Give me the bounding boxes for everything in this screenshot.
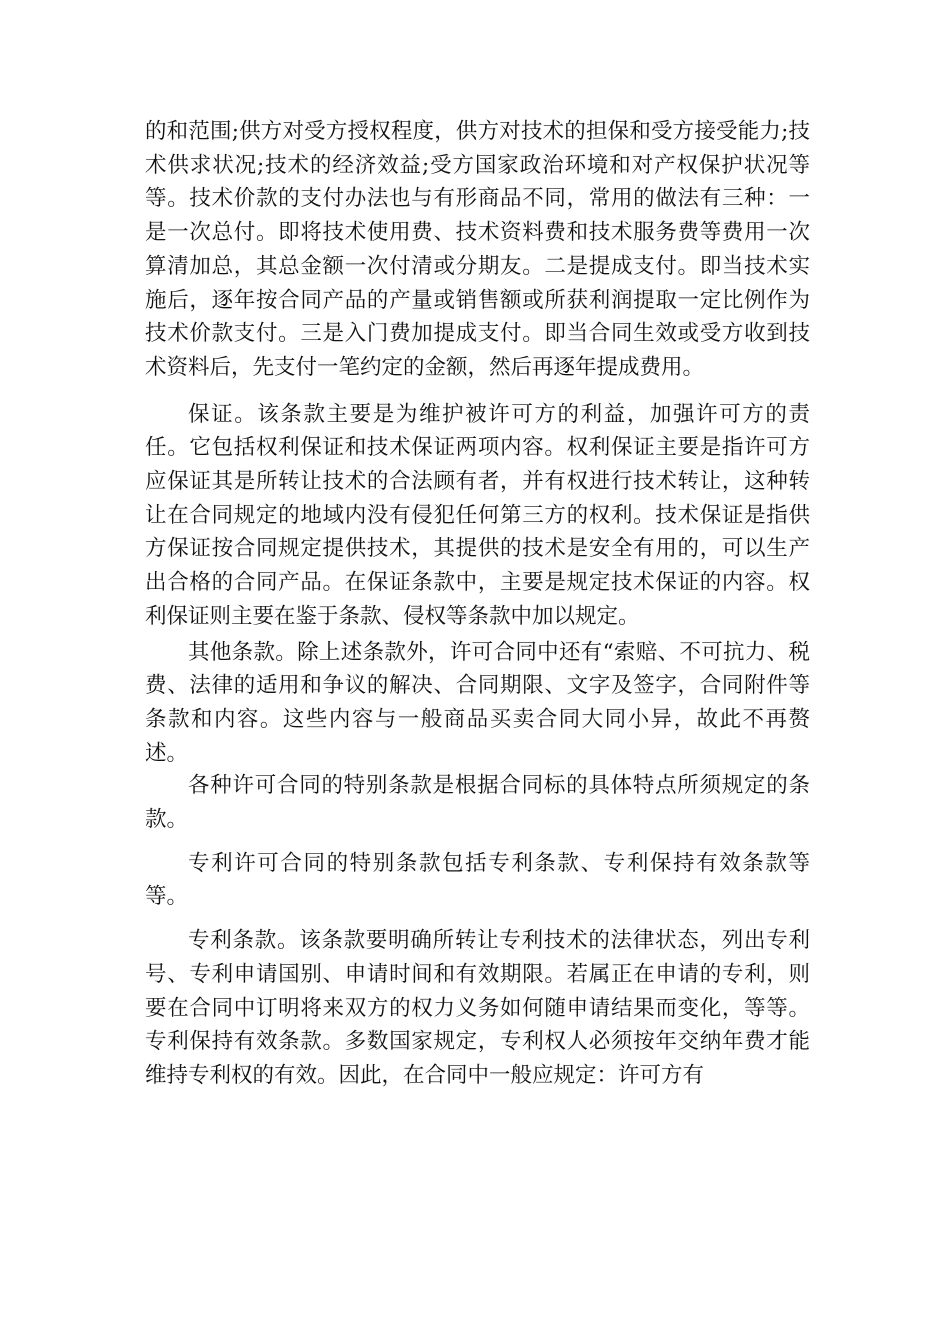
paragraph-special-clauses: 各种许可合同的特别条款是根据合同标的具体特点所须规定的条款。 [145,773,810,833]
document-body [145,115,810,1093]
paragraph-payment-methods: 的和范围;供方对受方授权程度，供方对技术的担保和受方接受能力;技术供求状况;技术的经济效益;受方国家政治环境和对产权保护状况等等。技术价款的支付办法也与有形商品不同，常用的做法有三种：一是一次总付。即将技术使用费、技术资料费和技术服务费等费用一次算清加总，其总金额一次付清或分期友。二是提成支付。即当技术实施后，逐年按合同产品的产量或销售额或所获利润提取一定比例作为技术价款支付。三是入门费加提成支付。即当合同生效或受方收到技术资料后，先支付一笔约定的金额，然后再逐年提成费用。 [145,119,810,380]
paragraph-warranty: 保证。该条款主要是为维护被许可方的利益，加强许可方的责任。它包括权利保证和技术保证两项内容。权利保证主要是指许可方应保证其是所转让技术的合法顾有者，并有权进行技术转让，这种转让在合同规定的地域内没有侵犯任何第三方的权利。技术保证是指供方保证按合同规定提供技术，其提供的技术是安全有用的，可以生产出合格的合同产品。在保证条款中，主要是规定技术保证的内容。权利保证则主要在鉴于条款、侵权等条款中加以规定。 [145,401,810,629]
paragraph-patent-clause: 专利条款。该条款要明确所转让专利技术的法律状态，列出专利号、专利申请国别、申请时间和有效期限。若属正在申请的专利，则要在合同中订明将来双方的权力义务如何随申请结果而变化，等等。 专利保持有效条款。多数国家规定，专利权人必须按年交纳年费才能维持专利权的有效。因此，在合同中一般应规定：许可方有 [145,928,810,1088]
paragraph-patent-special-clauses: 专利许可合同的特别条款包括专利条款、专利保持有效条款等等。 [145,850,810,910]
paragraph-other-clauses: 其他条款。除上述条款外，许可合同中还有“索赔、不可抗力、税费、法律的适用和争议的解决、合同期限、文字及签字，合同附件等条款和内容。这些内容与一般商品买卖合同大同小异，故此不再赘述。 [145,639,810,766]
